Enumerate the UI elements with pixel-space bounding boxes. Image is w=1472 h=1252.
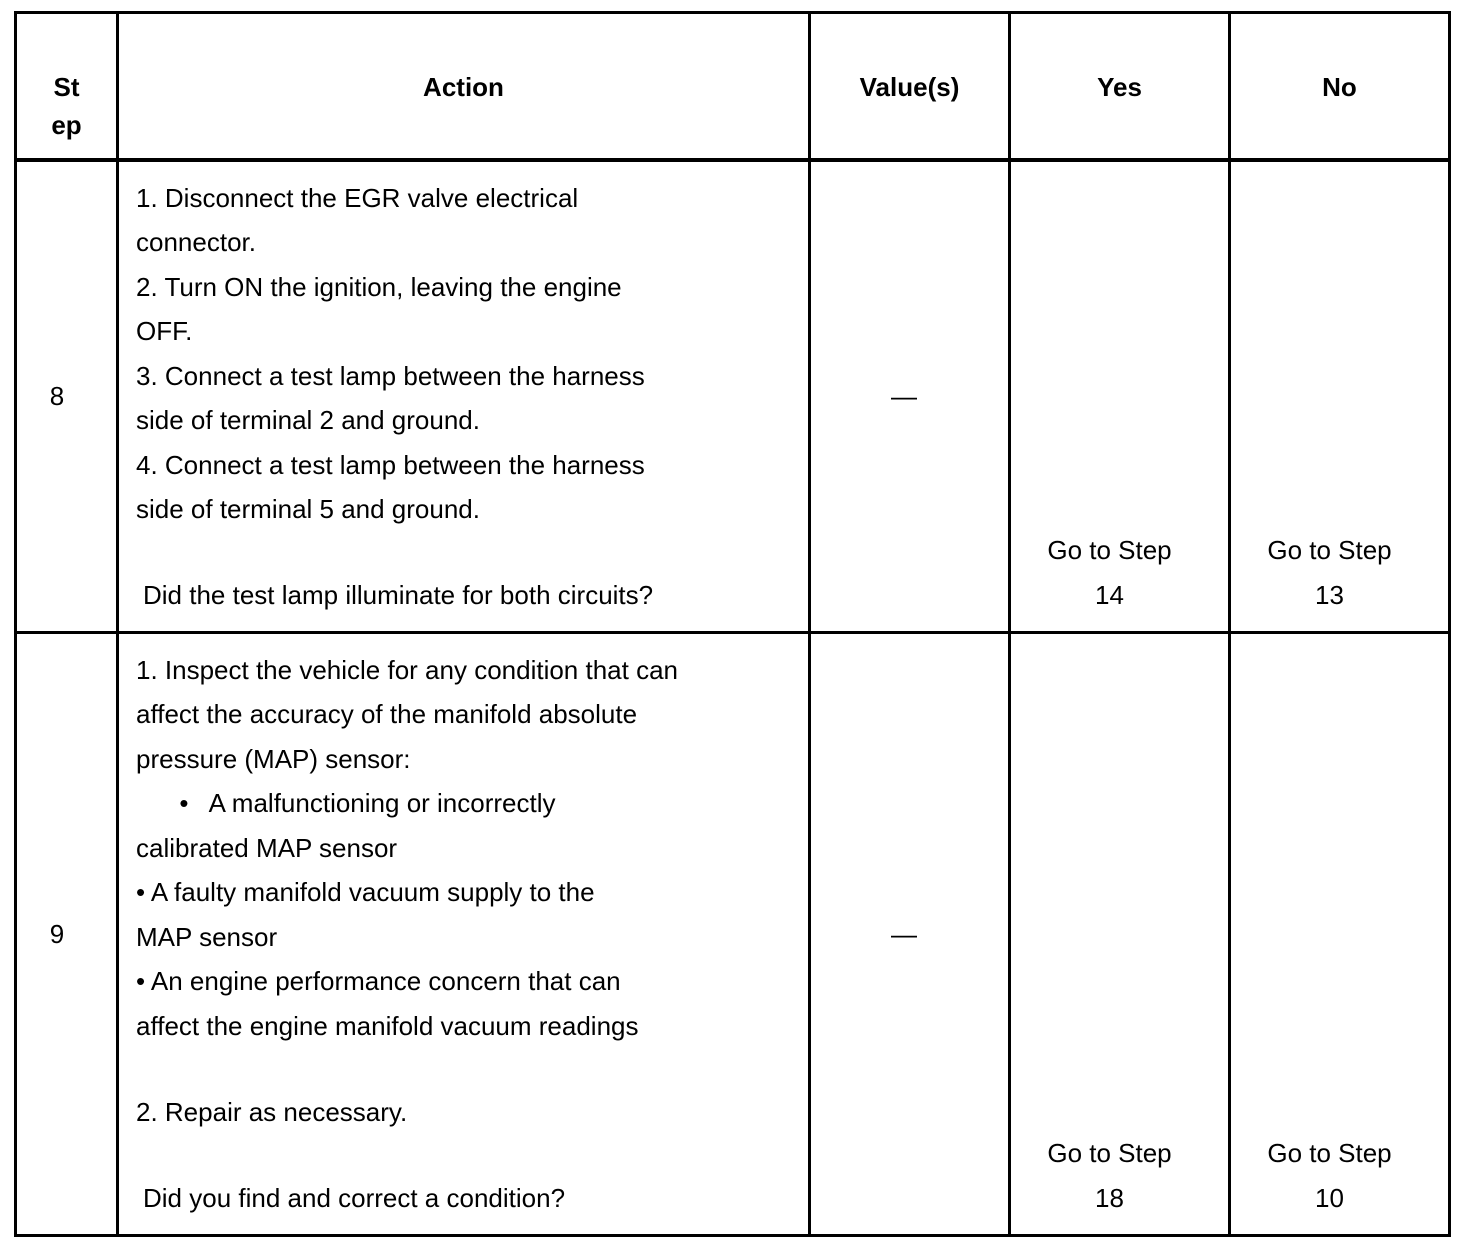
no-goto-step: 10 — [1315, 1182, 1344, 1213]
header-action: Action — [423, 72, 504, 102]
col-divider-action — [808, 11, 811, 1237]
yes-goto-label: Go to Step — [1047, 535, 1172, 565]
action-line: pressure (MAP) sensor: — [136, 744, 411, 774]
header-no: No — [1322, 72, 1357, 102]
border-top — [14, 11, 1451, 14]
action-line: affect the engine manifold vacuum readings — [136, 1011, 639, 1041]
row-divider — [14, 631, 1451, 634]
action-question: Did you find and correct a condition? — [143, 1183, 566, 1213]
yes-cell — [1011, 1131, 1208, 1220]
action-line: side of terminal 2 and ground. — [136, 405, 480, 435]
col-divider-step — [116, 11, 119, 1237]
value-cell: — — [891, 919, 917, 949]
yes-goto-step: 14 — [1095, 579, 1124, 610]
action-line: 3. Connect a test lamp between the harness — [136, 361, 645, 391]
border-left — [14, 11, 17, 1237]
header-step-line2: ep — [51, 110, 82, 140]
header-divider — [14, 158, 1451, 162]
action-question: Did the test lamp illuminate for both circuits? — [143, 580, 654, 610]
yes-goto-step: 18 — [1095, 1182, 1124, 1213]
yes-goto-label: Go to Step — [1047, 1138, 1172, 1168]
header-values: Value(s) — [859, 72, 960, 102]
action-line: 1. Inspect the vehicle for any condition that can — [136, 655, 679, 685]
col-divider-values — [1008, 11, 1011, 1237]
action-line: OFF. — [136, 316, 193, 346]
action-line: 4. Connect a test lamp between the harness — [136, 450, 645, 480]
col-divider-yes — [1228, 11, 1231, 1237]
action-line: connector. — [136, 227, 256, 257]
action-line: affect the accuracy of the manifold absolute — [136, 699, 638, 729]
action-line: • An engine performance concern that can — [136, 966, 621, 996]
no-goto-label: Go to Step — [1267, 535, 1392, 565]
action-line: 2. Turn ON the ignition, leaving the engine — [136, 272, 622, 302]
header-step-line1: St — [53, 72, 80, 102]
action-line: calibrated MAP sensor — [136, 833, 398, 863]
value-cell: — — [891, 381, 917, 411]
no-goto-step: 13 — [1315, 579, 1344, 610]
no-cell — [1231, 1131, 1428, 1220]
action-line: MAP sensor — [136, 922, 278, 952]
header-step — [17, 68, 116, 144]
border-right — [1448, 11, 1451, 1237]
yes-cell — [1011, 528, 1208, 617]
step-number: 8 — [49, 381, 65, 411]
action-line: • A malfunctioning or incorrectly — [136, 788, 556, 818]
action-line: • A faulty manifold vacuum supply to the — [136, 877, 595, 907]
action-line: 2. Repair as necessary. — [136, 1097, 408, 1127]
no-goto-label: Go to Step — [1267, 1138, 1392, 1168]
header-yes: Yes — [1097, 72, 1142, 102]
action-line: side of terminal 5 and ground. — [136, 494, 480, 524]
no-cell — [1231, 528, 1428, 617]
border-bottom — [14, 1234, 1451, 1237]
step-number: 9 — [49, 919, 65, 949]
action-line: 1. Disconnect the EGR valve electrical — [136, 183, 579, 213]
